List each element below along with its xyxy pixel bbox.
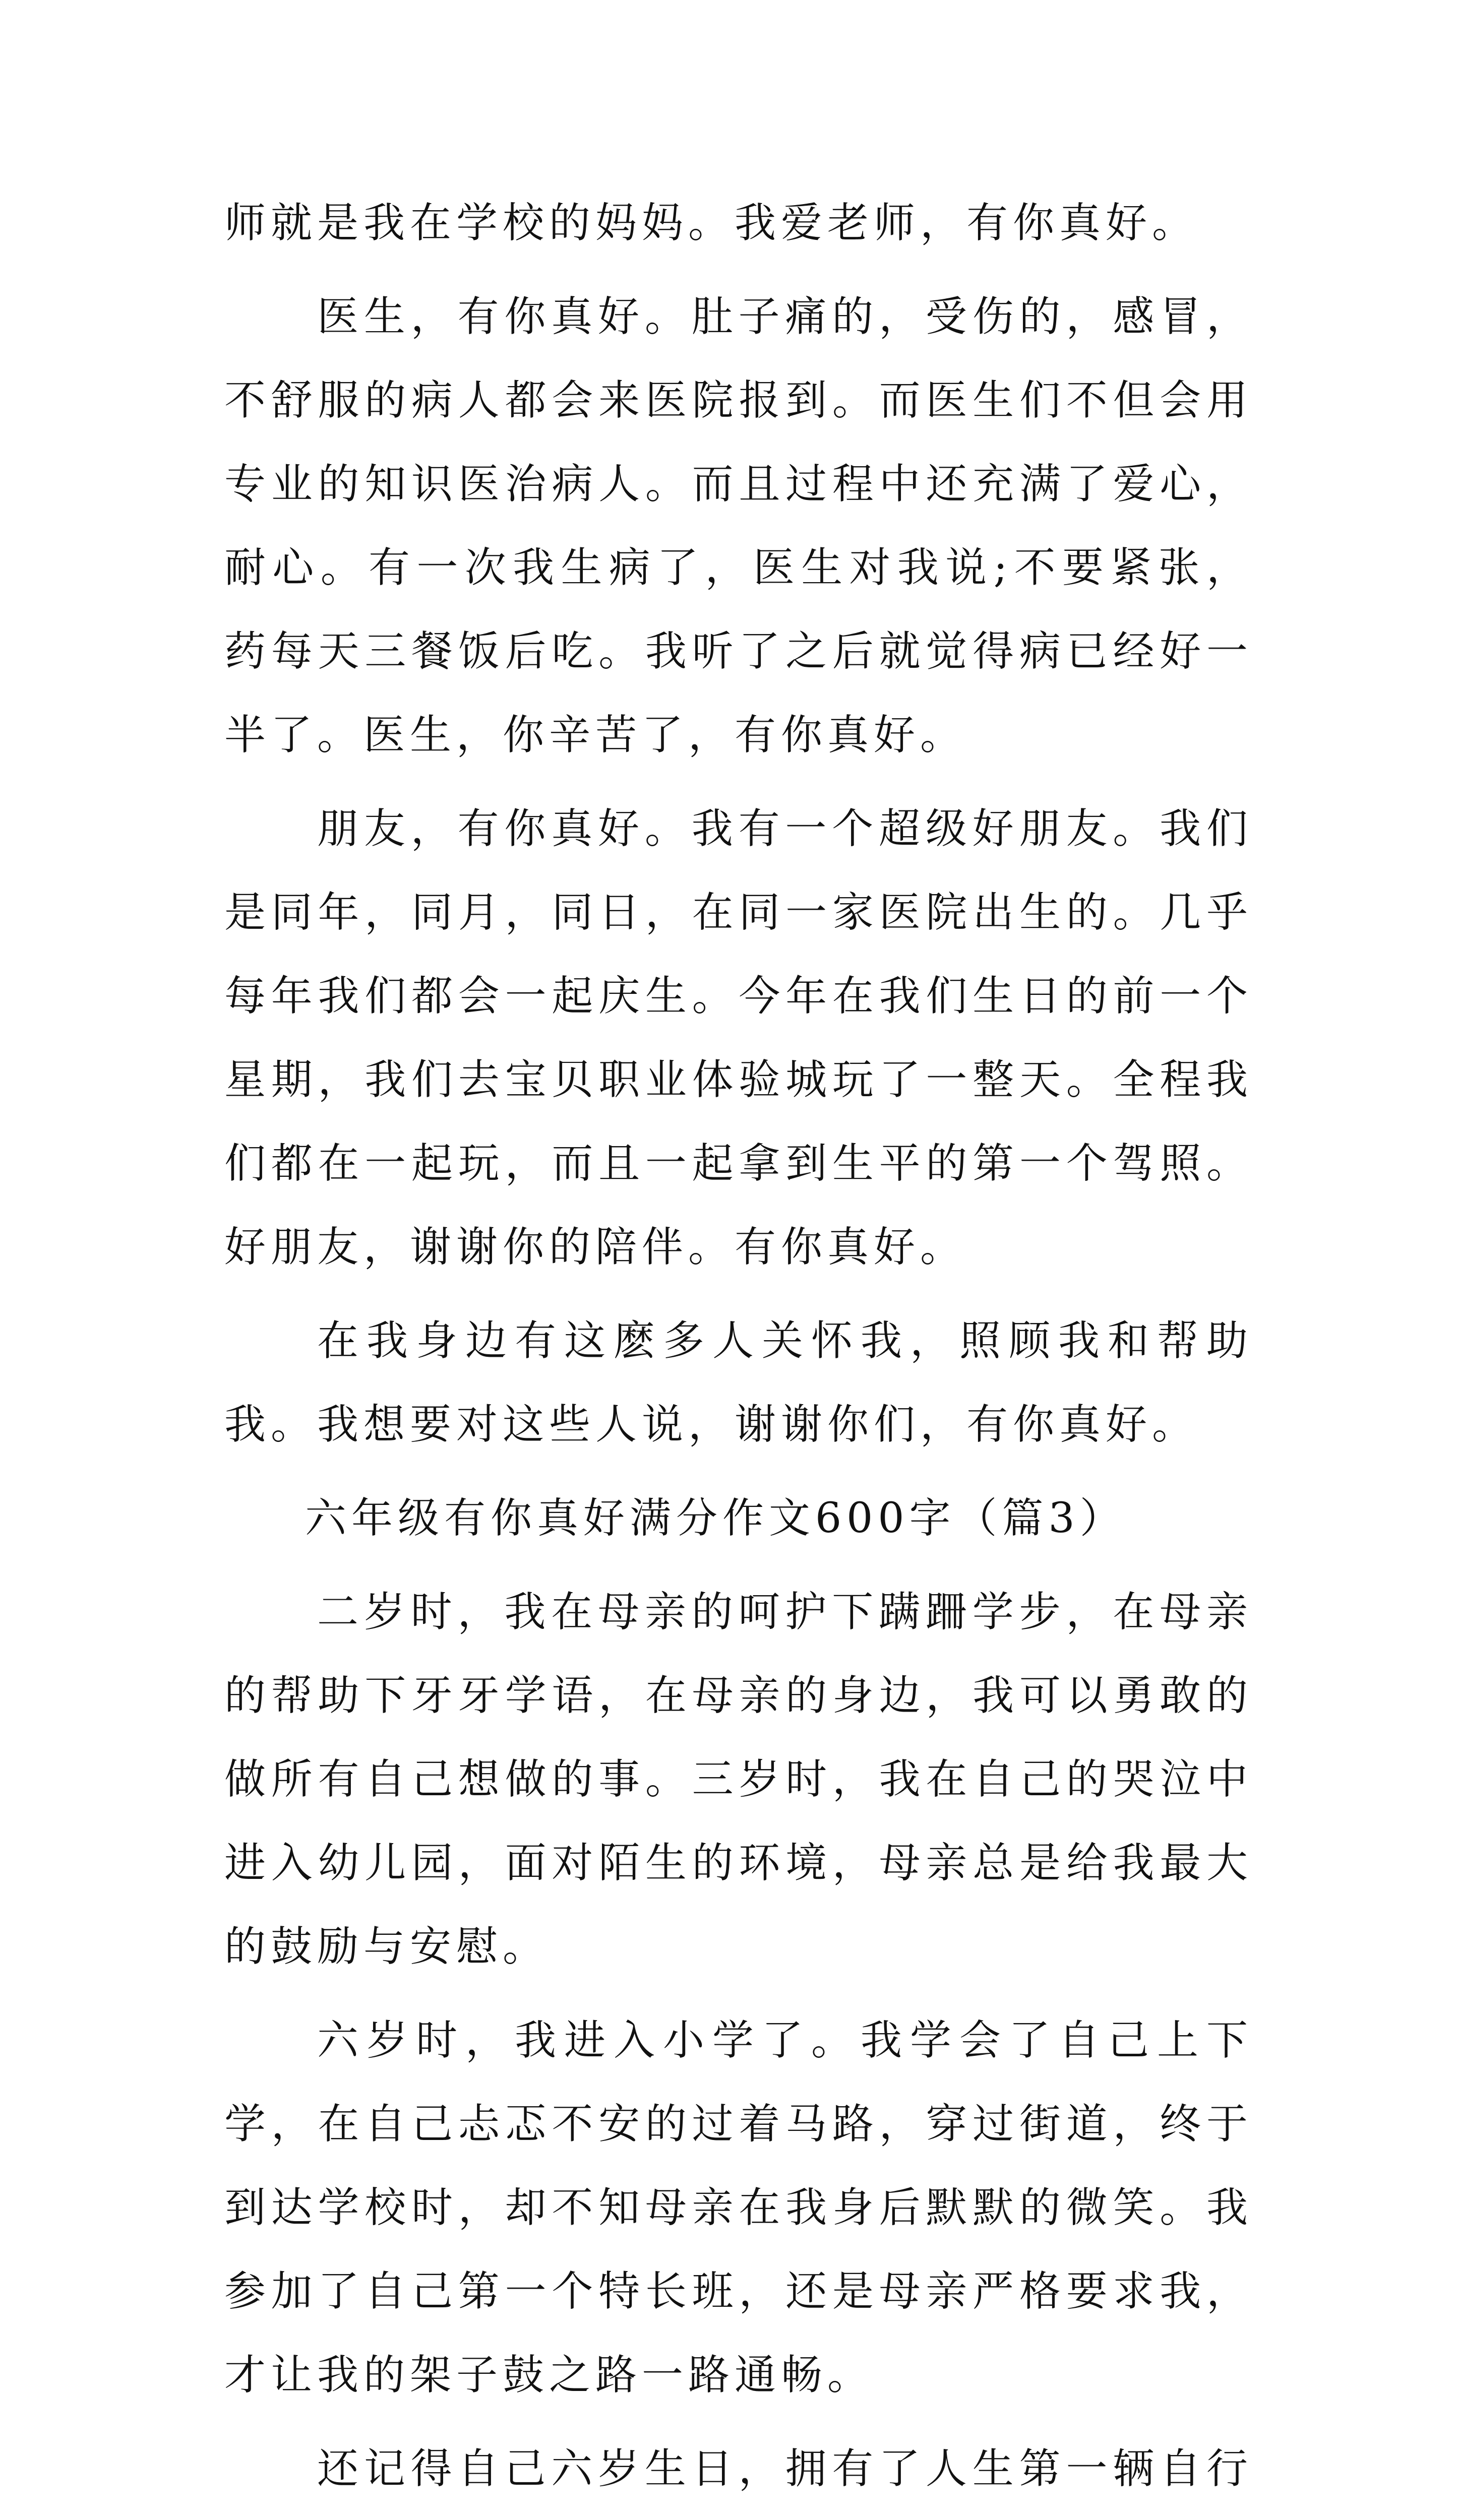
paragraph-age-two: 二岁时，我在母亲的呵护下蹒跚学步，在母亲的帮助下牙牙学语，在母亲的身边，我可以勇敢的做所有自己想做的事。三岁时，我在自己的哭泣中进入幼儿园，面对陌生的环境，母亲总是给我最大的鼓励与安慰。 — [224, 1588, 1253, 1971]
paragraph-doctor: 医生，有你真好。肚子痛的，受伤的，感冒，不舒服的病人都会来医院报到。而医生们不但会用专业的知识医治病人。而且过程中还充满了爱心，耐心。有一次我生病了，医生对我说;不要紧张，药每天三餐饭后吃。我听了之后就觉得病已经好一半了。医生，你辛苦了，有你真好。 — [224, 293, 1253, 759]
paragraph-age-six: 六岁时，我进入小学了。我学会了自己上下学，在自己忐忑不安的过着马路，穿过街道，终于到达学校时，却不知母亲在我身后默默的微笑。我参加了自己第一个特长班，还是母亲严格要求我，才让我的架子鼓之路一路通畅。 — [224, 2017, 1253, 2399]
essay-heading: 六年级有你真好满分作文600字（篇3） — [305, 1494, 1126, 1542]
paragraph-friend: 朋友，有你真好。我有一个超级好朋友。我们是同年，同月，同日，在同一家医院出生的。几乎每年我们都会一起庆生。今年在我们生日的前一个星期，我们去宝贝职业体验城玩了一整天。全程我们都在一起玩，而且一起拿到生平的第一个驾照。好朋友，谢谢你的陪伴。有你真好。 — [224, 805, 1253, 1271]
paragraph-thanks: 在我身边有这麽多人关怀我，照顾我和帮助我。我想要对这些人说，谢谢你们，有你真好。 — [224, 1317, 1253, 1448]
document-body — [224, 181, 1253, 2520]
paragraph-continuation: 师就是我在学校的妈妈。我爱老师，有你真好。 — [224, 199, 1199, 247]
paragraph-bicycle: 还记得自己六岁生日，拥有了人生第一辆自行 — [317, 2445, 1253, 2493]
